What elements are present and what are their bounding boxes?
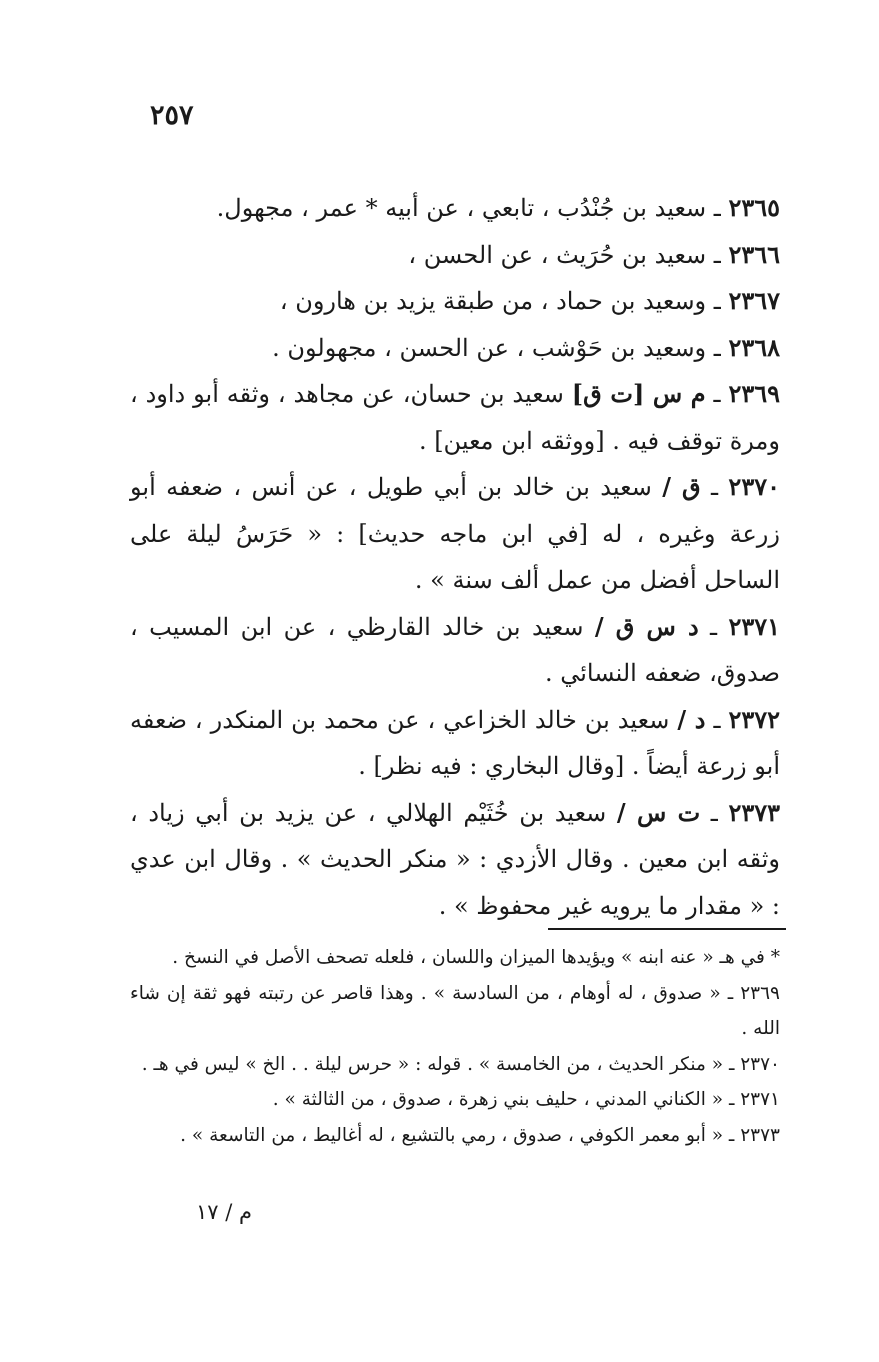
entry-number: ٢٣٧٠ <box>728 472 780 501</box>
entry-2367: ٢٣٦٧ ـ وسعيد بن حماد ، من طبقة يزيد بن هارون ، <box>279 286 780 315</box>
entry-sigla: ت س / <box>616 797 701 827</box>
entry-number: ٢٣٦٦ <box>728 239 780 269</box>
entry-2372: ٢٣٧٢ ـ د / سعيد بن خالد الخزاعي ، عن محمد بن المنكدر ، ضعفه أبو زرعة أيضاً . [وقال البخاري : فيه نظر] . <box>130 704 781 780</box>
entry-2368: ٢٣٦٨ ـ وسعيد بن حَوْشب ، عن الحسن ، مجهولون . <box>272 332 780 362</box>
entry-text: سعيد بن خُثَيْم الهلالي ، عن يزيد بن أبي زياد ، وثقه ابن معين . وقال الأزدي : « منكر الحديث » . وقال ابن عدي : « مقدار ما يرويه غير محفوظ » . <box>130 798 780 920</box>
entry-sigla: د س ق / <box>594 611 699 641</box>
footnotes <box>130 940 780 1153</box>
entry-text: سعيد بن خالد القارظي ، عن ابن المسيب ، صدوق، ضعفه النسائي . <box>130 612 780 687</box>
entry-sigla: ق / <box>662 472 701 501</box>
entry-2366: ٢٣٦٦ ـ سعيد بن حُرَيث ، عن الحسن ، <box>408 239 780 269</box>
entry-text: سعيد بن حسان، عن مجاهد ، وثقه أبو داود ، ومرة توقف فيه . [ووثقه ابن معين] . <box>130 380 780 455</box>
main-text <box>130 185 780 929</box>
entry-2373: ٢٣٧٣ ـ ت س / سعيد بن خُثَيْم الهلالي ، عن يزيد بن أبي زياد ، وثقه ابن معين . وقال الأزدي : « منكر الحديث » . وقال ابن عدي : « مقدار ما يرويه غير محفوظ » . <box>130 797 780 920</box>
footnote: ٢٣٧٠ ـ « منكر الحديث ، من الخامسة » . قوله : « حرس ليلة . . الخ » ليس في هـ . <box>141 1053 780 1075</box>
entry-text: وسعيد بن حَوْشب ، عن الحسن ، مجهولون . <box>272 333 707 362</box>
entry-2371: ٢٣٧١ ـ د س ق / سعيد بن خالد القارظي ، عن ابن المسيب ، صدوق، ضعفه النسائي . <box>130 611 781 687</box>
entry-sigla: م س [ت ق] <box>571 379 706 408</box>
entry-2365: ٢٣٦٥ ـ سعيد بن جُنْدُب ، تابعي ، عن أبيه * عمر ، مجهول. <box>216 193 780 222</box>
footnote: ٢٣٧٣ ـ « أبو معمر الكوفي ، صدوق ، رمي بالتشيع ، له أغاليط ، من التاسعة » . <box>180 1124 780 1146</box>
entry-sigla: د / <box>677 704 706 734</box>
entry-number: ٢٣٦٥ <box>728 193 780 222</box>
page-number: ٢٥٧ <box>150 100 194 131</box>
entry-2369: ٢٣٦٩ ـ م س [ت ق] سعيد بن حسان، عن مجاهد ، وثقه أبو داود ، ومرة توقف فيه . [ووثقه ابن معين] . <box>130 379 780 455</box>
footnote: * في هـ « عنه ابنه » ويؤيدها الميزان واللسان ، فلعله تصحف الأصل في النسخ . <box>172 947 780 968</box>
entry-number: ٢٣٧٣ <box>728 797 780 827</box>
entry-number: ٢٣٧١ <box>728 611 781 641</box>
signature-mark: م / ١٧ <box>196 1200 252 1224</box>
entry-text: سعيد بن جُنْدُب ، تابعي ، عن أبيه * عمر ، مجهول. <box>216 194 707 222</box>
entry-text: سعيد بن خالد الخزاعي ، عن محمد بن المنكدر ، ضعفه أبو زرعة أيضاً . [وقال البخاري : فيه نظر] . <box>130 705 780 780</box>
entry-number: ٢٣٦٩ <box>728 379 780 408</box>
entry-text: سعيد بن حُرَيث ، عن الحسن ، <box>408 240 707 269</box>
footnote: ٢٣٧١ ـ « الكناني المدني ، حليف بني زهرة ، صدوق ، من الثالثة » . <box>272 1089 780 1110</box>
entry-number: ٢٣٦٧ <box>728 286 780 315</box>
entry-text: وسعيد بن حماد ، من طبقة يزيد بن هارون ، <box>279 287 707 315</box>
footnote-divider <box>548 928 786 930</box>
entry-number: ٢٣٧٢ <box>728 704 781 734</box>
entry-text: سعيد بن خالد بن أبي طويل ، عن أنس ، ضعفه أبو زرعة وغيره ، له [في ابن ماجه حديث] : « حَرَسُ ليلة على الساحل أفضل من عمل ألف سنة » . <box>130 473 780 594</box>
footnote: ٢٣٦٩ ـ « صدوق ، له أوهام ، من السادسة » . وهذا قاصر عن رتبته فهو ثقة إن شاء الله . <box>130 982 780 1039</box>
entry-number: ٢٣٦٨ <box>728 332 780 362</box>
entry-2370: ٢٣٧٠ ـ ق / سعيد بن خالد بن أبي طويل ، عن أنس ، ضعفه أبو زرعة وغيره ، له [في ابن ماجه حديث] : « حَرَسُ ليلة على الساحل أفضل من عمل ألف سنة » . <box>130 472 780 594</box>
